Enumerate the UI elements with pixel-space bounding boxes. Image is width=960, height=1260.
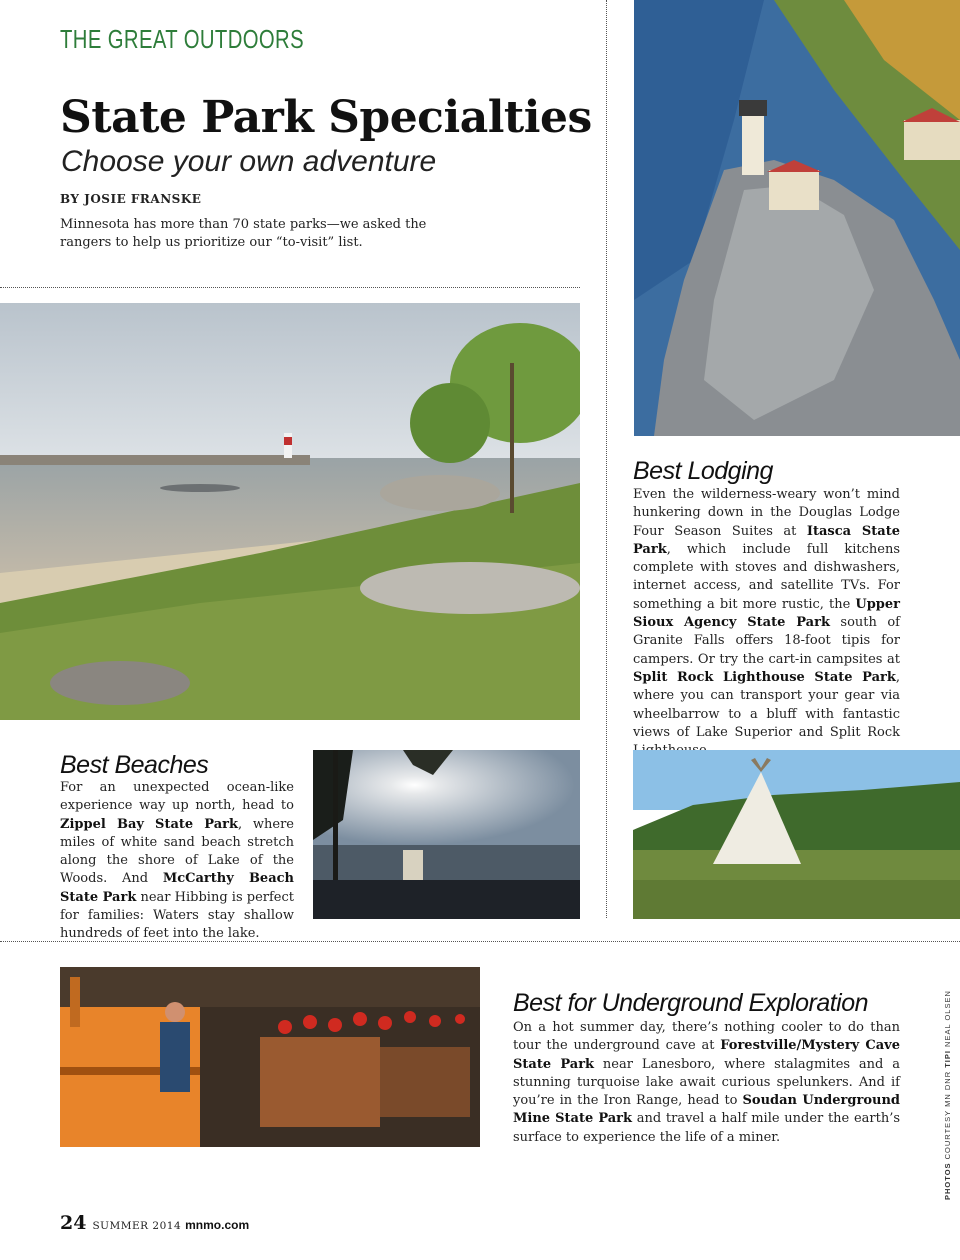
site-link[interactable]: mnmo.com [185, 1218, 250, 1232]
intro-text: Minnesota has more than 70 state parks—we asked the rangers to help us prioritize our “to-visit” list. [60, 217, 427, 250]
underground-body: On a hot summer day, there’s nothing cooler to do than tour the underground cave at Forestville/Mystery Cave State Park near Lanesboro, where stalagmites and a stunning turquoise lake await curious spelunkers. And if you’re in the Iron Range, head to Soudan Underground Mine State Park and travel a half mile under the earth’s surface to experience the life of a miner. [513, 1020, 900, 1145]
underground-mine-photo [60, 967, 480, 1147]
beaches-heading: Best Beaches [60, 751, 209, 779]
header-divider [0, 287, 580, 288]
page-footer [60, 1212, 249, 1234]
column-divider [606, 0, 607, 918]
photo-credit: PHOTOS COURTESY MN DNR TIPI NEAL OLSEN [943, 990, 952, 1200]
underground-heading: Best for Underground Exploration [513, 989, 869, 1017]
sunset-lake-photo [313, 750, 580, 919]
lodging-heading: Best Lodging [633, 457, 773, 485]
beaches-body: For an unexpected ocean-like experience way up north, head to Zippel Bay State Park, where miles of white sand beach stretch along the shore of Lake of the Woods. And McCarthy Beach State Park near Hibbing is perfect for families: Waters stay shallow hundreds of feet into the lake. [60, 780, 294, 942]
page-title: State Park Specialties [60, 92, 592, 143]
tipi-photo [633, 750, 960, 919]
page-subtitle: Choose your own adventure [61, 145, 437, 178]
byline: BY JOSIE FRANSKE [60, 192, 202, 206]
section-kicker: THE GREAT OUTDOORS [60, 24, 305, 54]
page-number: 24 [60, 1212, 87, 1234]
lodging-body: Even the wilderness-weary won’t mind hunkering down in the Douglas Lodge Four Season Suites at Itasca State Park, which include full kitchens complete with stoves and dishwashers, internet access, and satellite TVs. For something a bit more rustic, the Upper Sioux Agency State Park south of Granite Falls offers 18-foot tipis for campers. Or try the cart-in campsites at Split Rock Lighthouse State Park, where you can transport your gear via wheelbarrow to a bluff with fantastic views of Lake Superior and Split Rock [633, 487, 900, 740]
lake-shore-photo [0, 303, 580, 720]
lighthouse-cliff-photo [634, 0, 960, 436]
issue-label: SUMMER 2014 [92, 1220, 182, 1232]
